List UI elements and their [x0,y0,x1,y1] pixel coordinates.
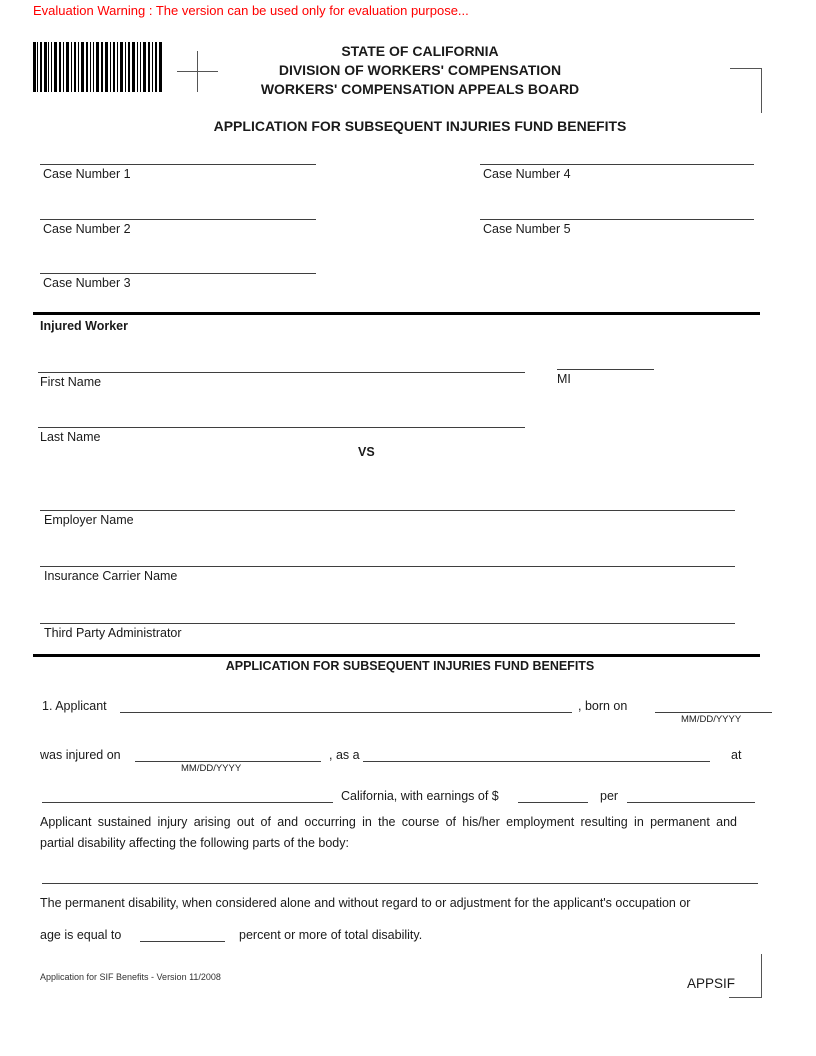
occupation-field[interactable] [363,761,710,762]
injury-date-format-hint: MM/DD/YYYY [181,763,242,774]
birth-date-format-hint: MM/DD/YYYY [681,714,742,725]
injured-worker-section-title: Injured Worker [40,319,128,333]
case-number-3-label: Case Number 3 [43,276,131,290]
insurance-carrier-field[interactable] [40,566,735,567]
insurance-carrier-label: Insurance Carrier Name [44,569,178,583]
last-name-label: Last Name [40,430,101,444]
agency-line-1: STATE OF CALIFORNIA [341,43,499,59]
third-party-admin-label: Third Party Administrator [44,626,182,640]
section-divider [33,312,760,315]
employer-name-label: Employer Name [44,513,134,527]
born-on-label: , born on [578,699,628,713]
injured-on-label: was injured on [40,748,121,762]
corner-crop-mark-icon [729,997,762,998]
middle-initial-label: MI [557,372,571,386]
form-title: APPLICATION FOR SUBSEQUENT INJURIES FUND BENEFITS [213,118,627,134]
body-parts-field[interactable] [42,883,758,884]
earnings-period-field[interactable] [627,802,755,803]
disability-percent-field[interactable] [140,941,225,942]
percent-suffix-label: percent or more of total disability. [239,928,423,942]
first-name-field[interactable] [38,372,525,373]
injury-date-field[interactable] [135,761,321,762]
agency-header [24,42,816,99]
case-number-1-label: Case Number 1 [43,167,131,181]
third-party-admin-field[interactable] [40,623,735,624]
earnings-amount-field[interactable] [518,802,588,803]
application-section-title: APPLICATION FOR SUBSEQUENT INJURIES FUND BENEFITS [225,659,595,673]
case-number-4-label: Case Number 4 [483,167,571,181]
case-number-5-label: Case Number 5 [483,222,571,236]
applicant-prefix-label: 1. Applicant [42,699,107,713]
at-label: at [731,748,742,762]
injury-statement-line-1: Applicant sustained injury arising out of and occurring in the course of his/her employment resulting in permanent and [40,815,737,829]
first-name-label: First Name [40,375,102,389]
permanent-disability-text: The permanent disability, when considered alone and without regard to or adjustment for the applicant's occupation or [40,896,691,910]
section-divider [33,654,760,657]
case-number-2-field[interactable] [40,219,316,220]
versus-label: VS [358,445,375,459]
case-number-2-label: Case Number 2 [43,222,131,236]
applicant-name-field[interactable] [120,712,572,713]
per-label: per [600,789,619,803]
employer-name-field[interactable] [40,510,735,511]
agency-line-3: WORKERS' COMPENSATION APPEALS BOARD [260,81,580,97]
middle-initial-field[interactable] [557,369,654,370]
corner-crop-mark-icon [761,954,762,998]
injury-location-field[interactable] [42,802,333,803]
case-number-5-field[interactable] [480,219,754,220]
case-number-3-field[interactable] [40,273,316,274]
injury-statement-paragraph [40,812,737,853]
last-name-field[interactable] [38,427,525,428]
injury-statement-line-2: partial disability affecting the following parts of the body: [40,835,349,850]
case-number-4-field[interactable] [480,164,754,165]
case-number-1-field[interactable] [40,164,316,165]
birth-date-field[interactable] [655,712,772,713]
evaluation-watermark: Evaluation Warning : The version can be used only for evaluation purpose... [33,3,469,18]
footer-version-text: Application for SIF Benefits - Version 11/2008 [40,972,221,982]
form-code-label: APPSIF [687,976,736,991]
agency-line-2: DIVISION OF WORKERS' COMPENSATION [278,62,562,78]
earnings-label: California, with earnings of $ [341,789,499,803]
age-equal-label: age is equal to [40,928,122,942]
as-a-label: , as a [329,748,360,762]
